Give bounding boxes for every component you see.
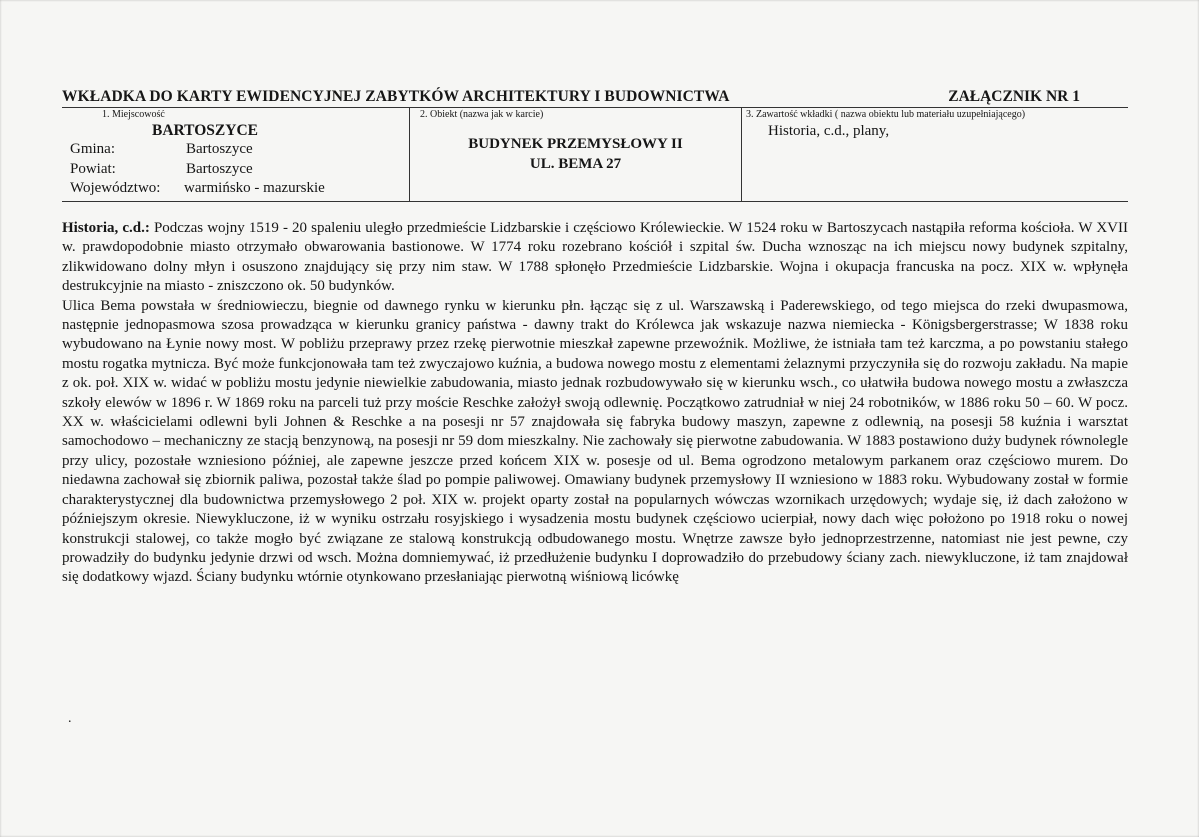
document-title: WKŁADKA DO KARTY EWIDENCYJNEJ ZABYTKÓW ARCHITEKTURY I BUDOWNICTWA	[62, 88, 730, 105]
info-table	[62, 108, 1128, 202]
wojewodztwo-row	[70, 179, 325, 198]
wojewodztwo-value: warmińsko - mazurskie	[184, 180, 325, 196]
object-address: UL. BEMA 27	[529, 156, 622, 172]
insert-contents: Historia, c.d., plany,	[768, 123, 890, 139]
powiat-row	[70, 160, 253, 179]
history-lead: Historia, c.d.:	[62, 220, 150, 236]
location-cell	[62, 108, 409, 201]
history-text	[62, 219, 1128, 588]
object-cell	[409, 108, 742, 201]
town-name: BARTOSZYCE	[152, 122, 258, 139]
history-paragraph-1	[62, 219, 1128, 297]
annex-label: ZAŁĄCZNIK NR 1	[948, 88, 1080, 105]
location-heading: 1. Miejscowość	[102, 109, 165, 120]
object-name: BUDYNEK PRZEMYSŁOWY II	[468, 136, 683, 152]
insert-cell	[741, 108, 1128, 201]
trailing-mark: .	[68, 711, 72, 726]
gmina-row	[70, 140, 253, 159]
wojewodztwo-label: Województwo:	[70, 180, 161, 196]
gmina-value: Bartoszyce	[186, 141, 253, 157]
gmina-label: Gmina:	[70, 141, 115, 157]
history-paragraph-1-text: Podczas wojny 1519 - 20 spaleniu uległo przedmieście Lidzbarskie i częściowo Królewieckie. W 1524 roku w Bartoszycach nastąpiła reforma kościoła. W XVII w. prawdopodobnie miasto otrzymało obwarowania bastionowe. W 1774 roku rozebrano kościół i szpital św. Ducha wznosząc na ich miejscu nowy budynek szpitalny, zlikwidowano dolny młyn i osuszono znajdujący się przy nim staw. W 1788 spłonęło Przedmieście Lidzbarskie. Wojna i okupacja francuska na pocz. XIX w. wpłynęła destrukcyjnie na miasto - zniszczono ok. 50 budynków.	[62, 220, 1128, 295]
object-heading: 2. Obiekt (nazwa jak w karcie)	[420, 109, 544, 120]
insert-heading: 3. Zawartość wkładki ( nazwa obiektu lub materiału uzupełniającego)	[746, 109, 1026, 120]
history-paragraph-2: Ulica Bema powstała w średniowieczu, biegnie od dawnego rynku w kierunku płn. łącząc się z ul. Warszawską i Paderewskiego, od tego miejsca do rzeki dwupasmowa, następnie jednopasmowa szosa prowadząca w kierunku granicy państwa - dawny trakt do Królewca jak wskazuje nazwa niemiecka - Königsbergerstrasse; W 1838 roku wybudowano na Łynie nowy most. W pobliżu przeprawy przez rzekę pierwotnie mieszkał zapewne przewoźnik. Możliwe, że istniała tam też karczma, a po powstaniu stałego mostu rogatka mytnicza. Być może funkcjonowała tam też zwyczajowo kuźnia, a budowa nowego mostu z elementami żelaznymi przyczyniła się do rozwoju zakładu. Na mapie z ok. poł. XIX w. widać w pobliżu mostu jedynie niewielkie zabudowania, miasto jednak rozbudowywało się w kierunku wsch., co ułatwiła budowa nowego mostu a zwłaszcza szkoły elewów w 1896 r. W 1869 roku na parceli tuż przy moście Reschke założył swoją odlewnię. Początkowo zatrudniał w niej 24 robotników, w 1886 roku 50 – 60. W pocz. XX w. właścicielami odlewni byli Johnen & Reschke a na posesji nr 57 znajdowała się fabryka budowy maszyn, zapewne z odlewnią, na posesji 58 kuźnia i warsztat samochodowo – mechaniczny ze stacją benzynową, na posesji nr 59 dom mieszkalny. Nie zachowały się pierwotne zabudowania. W 1883 postawiono duży budynek równolegle przy ulicy, pozostałe wzniesiono później, ale zapewne jeszcze przed końcem XIX w. posesje od ul. Bema ogrodzono metalowym parkanem oraz częściowo murem. Do niedawna zachował się zbiornik paliwa, pozostał także ślad po pompie paliwowej. Omawiany budynek przemysłowy II wzniesiono w 1883 roku. Wybudowany został w formie charakterystycznej dla budownictwa przemysłowego 2 poł. XIX w. projekt oparty został na popularnych wówczas wzornikach urzędowych; wydaje się, iż dach założono w późniejszym okresie. Niewykluczone, iż w wyniku ostrzału rosyjskiego i wysadzenia mostu budynek częściowo ucierpiał, nowy dach więc położono po 1918 roku o nowej konstrukcji stalowej, co także mogło być związane ze stalową konstrukcją odbudowanego mostu. Wnętrze zawsze było jednoprzestrzenne, natomiast nie jest pewne, czy prowadziły do budynku jedynie drzwi od wsch. Można domniemywać, iż przedłużenie budynku I doprowadziło do przebudowy ściany zach. niewykluczone, iż tam znajdował się dodatkowy wjazd. Ściany budynku wtórnie otynkowano przesłaniając pierwotną wiśniową licówkę	[62, 297, 1128, 586]
powiat-label: Powiat:	[70, 161, 116, 177]
powiat-value: Bartoszyce	[186, 161, 253, 177]
